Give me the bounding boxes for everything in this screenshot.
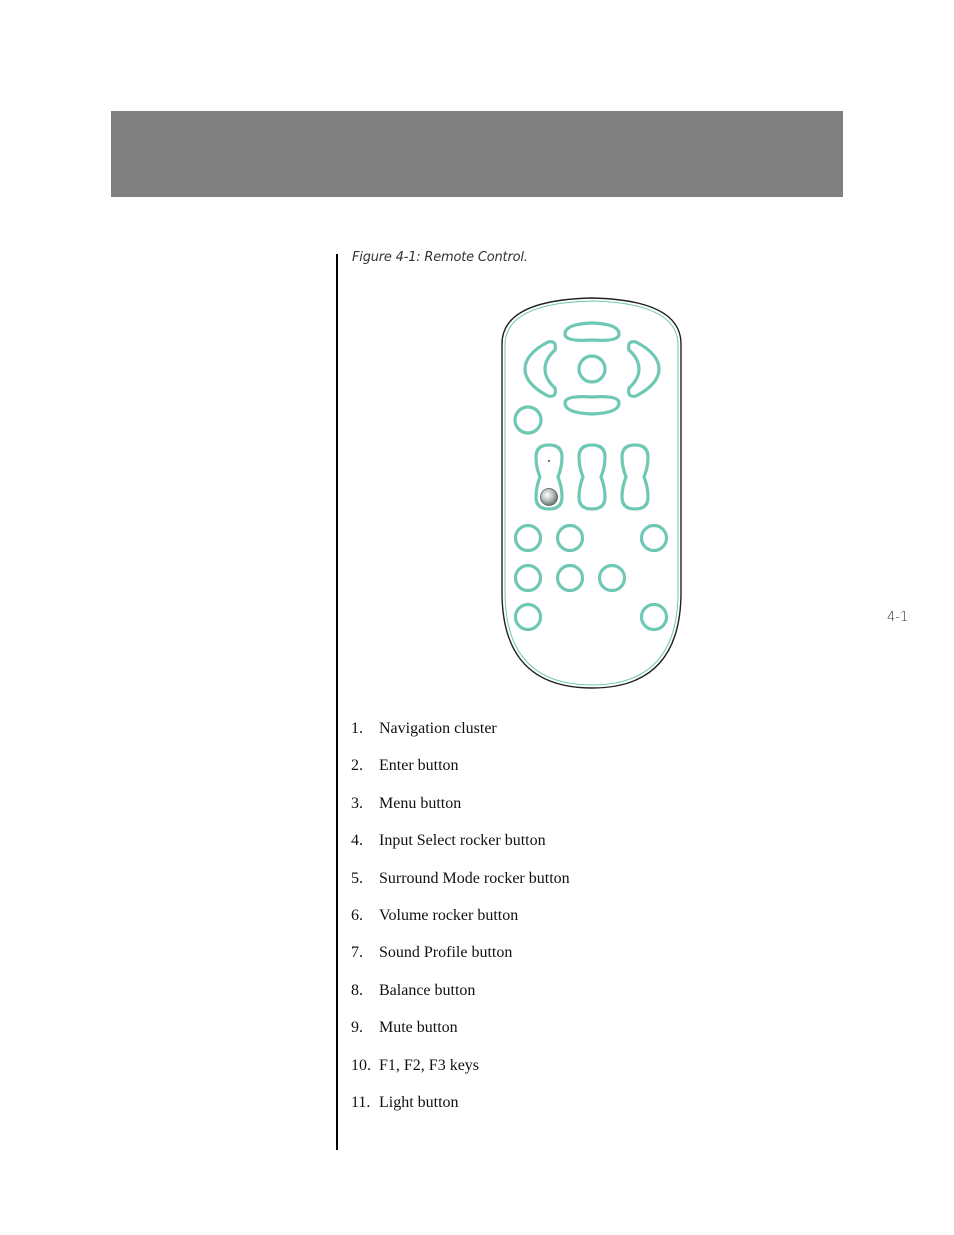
legend-number: 10. (351, 1056, 371, 1074)
legend-label: Input Select rocker button (379, 832, 546, 850)
nav-left-button (525, 342, 555, 397)
f3-key (600, 566, 625, 591)
legend-number: 6. (351, 906, 363, 924)
legend-item (351, 755, 570, 792)
legend-number: 7. (351, 944, 363, 962)
sound-profile-button (516, 526, 541, 551)
legend-item (351, 1017, 570, 1054)
chapter-header-band (111, 111, 843, 197)
legend-label: Menu button (379, 794, 462, 812)
f2-key (558, 566, 583, 591)
legend-label: Mute button (379, 1019, 458, 1037)
f1-key (516, 566, 541, 591)
legend-label: Surround Mode rocker button (379, 869, 570, 887)
legend-item (351, 942, 570, 979)
legend-item (351, 905, 570, 942)
legend-label: Light button (379, 1093, 459, 1111)
legend-label: Sound Profile button (379, 944, 513, 962)
legend-number: 11. (351, 1093, 371, 1111)
volume-rocker (622, 445, 648, 509)
legend-label: F1, F2, F3 keys (379, 1056, 480, 1074)
remote-legend-list (351, 718, 570, 1129)
legend-item (351, 1092, 570, 1129)
light-led-icon (541, 489, 558, 506)
legend-number: 3. (351, 794, 363, 812)
legend-label: Navigation cluster (379, 720, 497, 737)
nav-down-button (565, 397, 619, 414)
page-number: 4-1 (887, 610, 909, 625)
legend-label: Enter button (379, 757, 459, 775)
rocker-indicator-dot (548, 460, 550, 462)
legend-item (351, 980, 570, 1017)
legend-label: Balance button (379, 981, 476, 999)
legend-item (351, 1055, 570, 1092)
menu-button (515, 407, 541, 433)
legend-number: 4. (351, 832, 363, 850)
remote-control-illustration (495, 292, 690, 694)
surround-mode-rocker (579, 445, 605, 509)
nav-up-button (565, 323, 619, 340)
legend-number: 5. (351, 869, 363, 887)
legend-number: 1. (351, 720, 363, 737)
legend-number: 9. (351, 1019, 363, 1037)
legend-label: Volume rocker button (379, 906, 519, 924)
mute-button (642, 526, 667, 551)
legend-number: 2. (351, 757, 363, 775)
power-button (642, 605, 667, 630)
nav-right-button (629, 342, 659, 397)
light-button (516, 605, 541, 630)
legend-item (351, 718, 570, 755)
figure-caption: Figure 4-1: Remote Control. (352, 250, 528, 265)
enter-button (579, 356, 605, 382)
balance-button (558, 526, 583, 551)
legend-item (351, 830, 570, 867)
legend-item (351, 868, 570, 905)
legend-number: 8. (351, 981, 363, 999)
legend-item (351, 793, 570, 830)
margin-rule (336, 254, 338, 1150)
